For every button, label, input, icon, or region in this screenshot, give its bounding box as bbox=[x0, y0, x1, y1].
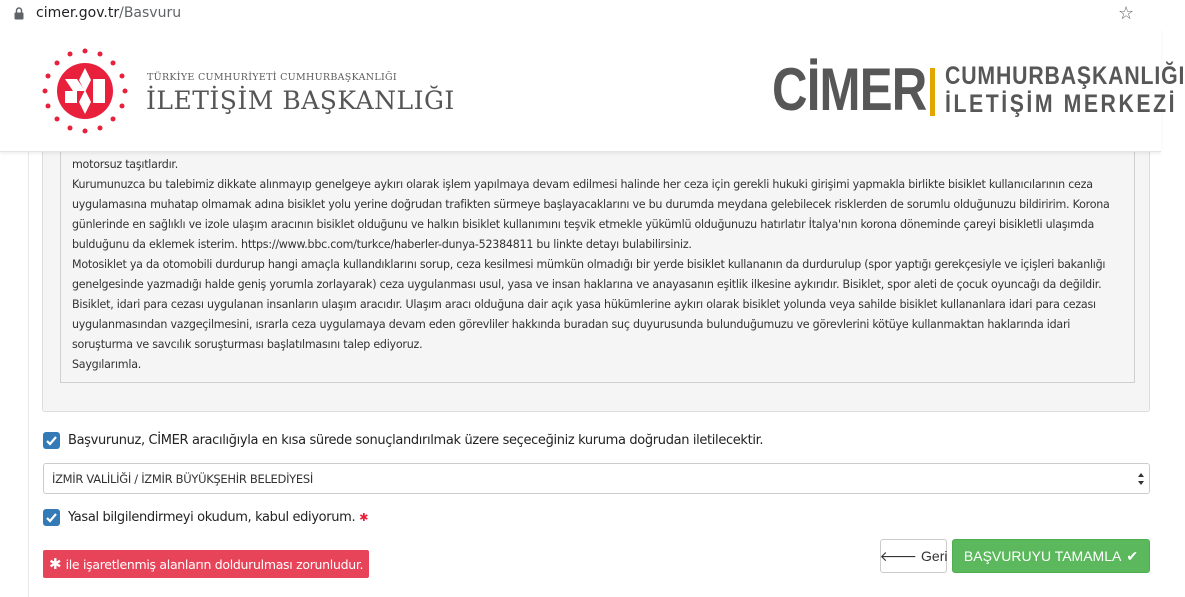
org-title[interactable]: İLETİŞİM BAŞKANLIĞI bbox=[146, 86, 455, 115]
brand-subtitle-2: İLETİŞİM MERKEZİ bbox=[945, 90, 1178, 118]
arrow-left-icon: 🡐 bbox=[879, 547, 918, 564]
text-line: genelgesinde yazmadığı halde geniş yorumla zorlayarak) ceza uygulanması usul, yasa ve insan haklarına ve anayasanın eşitlik ilkesine aykırıdır. Bisiklet, spor aleti de çocuk oyuncağı da değildir. bbox=[72, 278, 1102, 291]
site-header bbox=[0, 28, 1185, 152]
application-text bbox=[72, 155, 1132, 375]
text-line: Motosiklet ya da otomobili durdurup hangi amaçla kullandıklarını sorup, ceza kesilmesi mümkün olmadığı bir yerde bisiklet kullananın da durdurulup (spor yaptığı gerekçesiyle ve içişleri bakanlığı bbox=[72, 258, 1106, 271]
consent-row bbox=[43, 430, 763, 450]
url-text[interactable] bbox=[36, 5, 181, 21]
legal-checkbox[interactable] bbox=[43, 509, 60, 526]
star-icon[interactable]: ☆ bbox=[1118, 3, 1135, 24]
lock-icon bbox=[14, 7, 24, 20]
select-arrows-icon bbox=[1137, 470, 1145, 488]
brand-separator bbox=[930, 68, 935, 116]
org-subtitle: TÜRKİYE CUMHURİYETİ CUMHURBAŞKANLIĞI bbox=[147, 72, 397, 83]
cimer-brand[interactable]: CİMER bbox=[772, 56, 927, 123]
asterisk-icon: ✱ bbox=[49, 555, 62, 573]
brand-subtitle-1: CUMHURBAŞKANLIĞI bbox=[945, 62, 1185, 90]
text-line: Saygılarımla. bbox=[72, 358, 142, 371]
text-line: bulduğunu da eklemek isterim. https://www.bbc.com/turkce/haberler-dunya-52384811 bu linkte detayı bulabilirsiniz. bbox=[72, 238, 692, 251]
text-line: Kurumunuzca bu talebimiz dikkate alınmayıp genelgeye aykırı olarak işlem yapılmaya devam edilmesi halinde her ceza için gerekli hukuki girişimi yapmakla birlikte bisiklet kullanıcılarının ceza bbox=[72, 178, 1093, 191]
required-fields-note bbox=[43, 550, 369, 578]
text-line: motorsuz taşıtlardır. bbox=[72, 158, 179, 171]
consent-label[interactable]: Başvurunuz, CİMER aracılığıyla en kısa sürede sonuçlandırılmak üzere seçeceğiniz kuruma doğrudan iletilecektir. bbox=[68, 432, 764, 448]
submit-button-label: BAŞVURUYU TAMAMLA bbox=[963, 548, 1122, 564]
text-line: Bisiklet, idari para cezası uygulanan insanların ulaşım aracıdır. Ulaşım aracı olduğuna dair açık yasa hükümlerine aykırı olarak bisiklet yolunda veya sahilde bisiklet kullananlara idari para cezası bbox=[72, 298, 1096, 311]
iletisim-logo-icon[interactable] bbox=[40, 46, 130, 136]
legal-label[interactable]: Yasal bilgilendirmeyi okudum, kabul ediyorum. bbox=[68, 509, 356, 525]
text-line: uygulamasına muhatap olmamak adına bisiklet yolu yerine doğrudan trafikten sürmeye başlayacaklarını ve bu durumda meydana gelebilecek risklerden de sorumlu olduğunuzu bildiririm. Korona bbox=[72, 198, 1110, 211]
browser-address-bar[interactable] bbox=[0, 0, 1161, 28]
back-button-label: Geri bbox=[921, 548, 948, 564]
required-asterisk-icon: ✱ bbox=[359, 510, 369, 524]
check-icon bbox=[45, 434, 58, 447]
check-icon bbox=[45, 511, 58, 524]
url-path: /Basvuru bbox=[119, 5, 182, 21]
institution-select[interactable] bbox=[43, 463, 1150, 494]
back-button[interactable] bbox=[880, 539, 947, 573]
complete-application-button[interactable] bbox=[952, 539, 1150, 573]
check-icon: ✔ bbox=[1126, 547, 1139, 564]
required-note-text: ile işaretlenmiş alanların doldurulması zorunludur. bbox=[65, 556, 364, 572]
url-host: cimer.gov.tr bbox=[36, 5, 120, 21]
legal-row bbox=[43, 507, 368, 527]
text-line: günlerinde en sağlıklı ve izole ulaşım aracının bisiklet olduğunu ve halkın bisiklet kullanımını teşvik etmekle yükümlü olduğunuzu hatırlatır İtalya'nın korona döneminde çareyi bisikletli ulaşımda bbox=[72, 218, 1095, 231]
text-line: uygulanmasından vazgeçilmesini, ısrarla ceza uygulamaya devam eden görevliler hakkında buradan suç duyurusunda bulunduğumuzu ve görevlerini kötüye kullanmaktan haklarında idari bbox=[72, 318, 1071, 331]
consent-checkbox[interactable] bbox=[43, 432, 60, 449]
text-line: soruşturma ve savcılık soruşturması başlatılmasını talep ediyoruz. bbox=[72, 338, 423, 351]
institution-select-value: İZMİR VALİLİĞİ / İZMİR BÜYÜKŞEHİR BELEDİYESİ bbox=[52, 472, 313, 486]
